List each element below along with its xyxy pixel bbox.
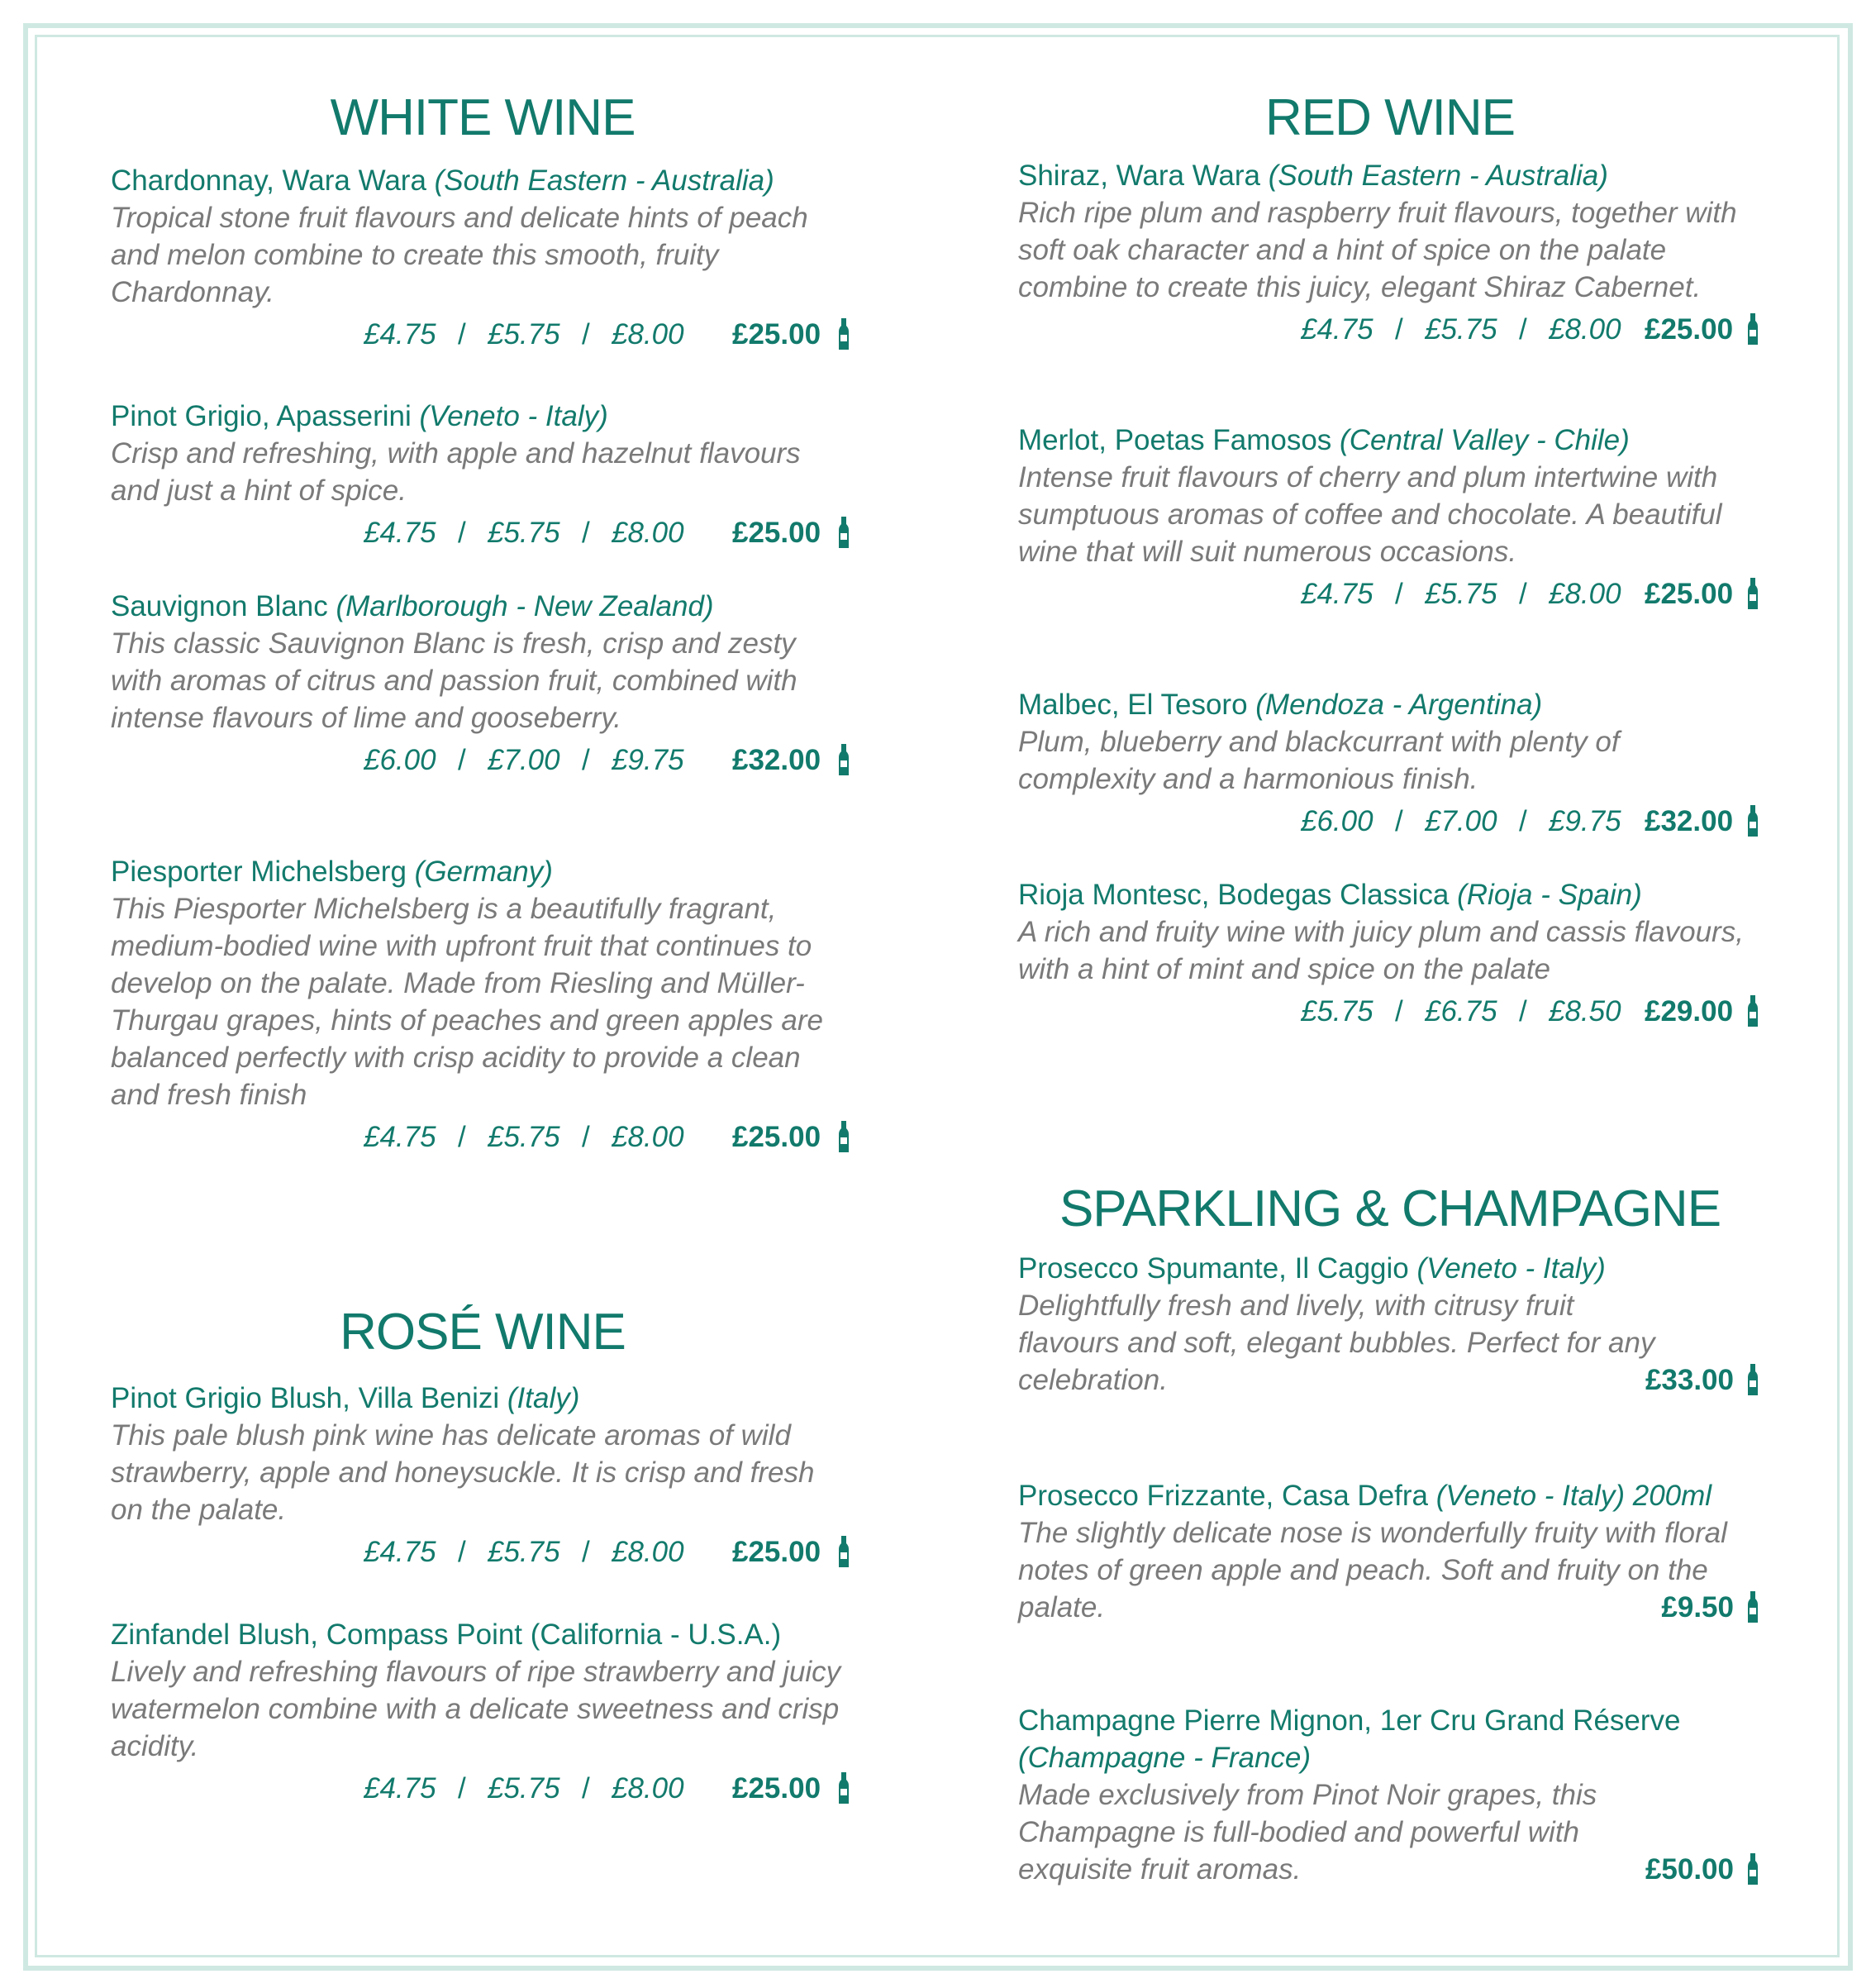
section-title-sparkling: SPARKLING & CHAMPAGNE [1059, 1180, 1721, 1237]
price-bottle: £32.00 [732, 744, 821, 776]
price-separator: / [1395, 313, 1403, 346]
wine-name [1018, 686, 1762, 723]
price-large: £8.00 [612, 517, 684, 549]
price-row [1018, 574, 1762, 615]
price-separator: / [458, 1772, 466, 1804]
wine-name [111, 853, 855, 890]
price-small: £6.00 [364, 744, 436, 776]
price-separator: / [582, 1121, 590, 1153]
price-medium: £5.75 [1425, 313, 1497, 346]
wine-item [1018, 422, 1762, 615]
wine-description: Plum, blueberry and blackcurrant with plenty of complexity and a harmonious finish. [1018, 726, 1620, 795]
price-bottle: £25.00 [732, 1121, 821, 1153]
wine-bottle-icon [838, 744, 850, 775]
price-separator: / [582, 1772, 590, 1804]
price-row [1018, 309, 1762, 350]
description-with-price [1018, 1776, 1762, 1888]
wine-title: Piesporter Michelsberg [111, 856, 407, 888]
wine-description: Crisp and refreshing, with apple and hazelnut flavours and just a hint of spice. [111, 437, 801, 507]
wine-title: Chardonnay, Wara Wara [111, 164, 426, 197]
price-bottle: £25.00 [1645, 578, 1734, 610]
price-separator: / [1519, 805, 1527, 837]
section-title-red: RED WINE [1265, 89, 1515, 146]
wine-name [1018, 1250, 1762, 1287]
wine-bottle-icon [1747, 805, 1759, 837]
price-row [1018, 801, 1762, 842]
wine-name [1018, 876, 1762, 913]
price-medium: £7.00 [1425, 805, 1497, 837]
wine-title: Pinot Grigio, Apasserini [111, 400, 412, 432]
wine-item [111, 1616, 855, 1809]
wine-region: (Rioja - Spain) [1457, 879, 1642, 911]
wine-name [111, 1380, 855, 1417]
wine-name [111, 398, 855, 435]
wine-name: Champagne Pierre Mignon, 1er Cru Grand Réserve [1018, 1704, 1681, 1737]
wine-item [111, 1380, 855, 1573]
price-small: £4.75 [1301, 313, 1373, 346]
price-row [111, 512, 855, 554]
wine-bottle-icon [838, 1536, 850, 1567]
wine-description: Made exclusively from Pinot Noir grapes, this Champagne is full-bodied and powerful with exquisite fruit aromas. [1018, 1779, 1597, 1886]
wine-region: (Mendoza - Argentina) [1255, 689, 1543, 721]
price-large: £8.00 [1549, 313, 1621, 346]
price-large: £8.00 [612, 1772, 684, 1804]
wine-region: (Champagne - France) [1018, 1742, 1312, 1774]
price-bottle: £25.00 [1645, 313, 1734, 346]
wine-volume: 200ml [1632, 1480, 1712, 1512]
price-small: £4.75 [364, 517, 436, 549]
price-medium: £5.75 [488, 1536, 560, 1568]
wine-title: Malbec, El Tesoro [1018, 689, 1248, 721]
wine-name [111, 588, 855, 625]
wine-bottle-icon [1747, 1591, 1759, 1623]
wine-name [1018, 422, 1762, 459]
wine-item [111, 853, 855, 1158]
price-bottle: £25.00 [732, 318, 821, 350]
price-separator: / [582, 318, 590, 350]
wine-title: Prosecco Spumante, Il Caggio [1018, 1252, 1409, 1285]
section-title-white: WHITE WINE [330, 89, 636, 146]
wine-item [111, 398, 855, 554]
price-separator: / [1395, 995, 1403, 1027]
price-separator: / [1519, 995, 1527, 1027]
wine-bottle-icon [1747, 313, 1759, 345]
wine-region: (Italy) [507, 1382, 580, 1414]
price-separator: / [458, 318, 466, 350]
wine-region: (Veneto - Italy) [1435, 1480, 1625, 1512]
price-small: £4.75 [364, 318, 436, 350]
wine-description: A rich and fruity wine with juicy plum and cassis flavours, with a hint of mint and spice on the palate [1018, 916, 1744, 985]
wine-region: (Marlborough - New Zealand) [336, 590, 714, 622]
wine-description: Delightfully fresh and lively, with citrusy fruit flavours and soft, elegant bubbles. Perfect for any celebration. [1018, 1290, 1655, 1396]
wine-bottle-icon [1747, 578, 1759, 609]
price-small: £4.75 [364, 1772, 436, 1804]
price-separator: / [458, 1121, 466, 1153]
price-separator: / [458, 744, 466, 776]
wine-description: Lively and refreshing flavours of ripe strawberry and juicy watermelon combine with a delicate sweetness and crisp acidity. [111, 1656, 841, 1762]
wine-region: (Central Valley - Chile) [1340, 424, 1630, 456]
price-medium: £5.75 [488, 1772, 560, 1804]
price-large: £9.75 [612, 744, 684, 776]
price-separator: / [1519, 313, 1527, 346]
price-bottle: £9.50 [1661, 1591, 1734, 1623]
price-medium: £5.75 [488, 1121, 560, 1153]
price-medium: £5.75 [488, 318, 560, 350]
wine-region: (South Eastern - Australia) [1268, 160, 1608, 192]
price-bottle: £25.00 [732, 517, 821, 549]
wine-description: This Piesporter Michelsberg is a beautifully fragrant, medium-bodied wine with upfront fruit that continues to develop on the palate. Made from Riesling and Müller-Thurgau grapes, hints of peaches and green apples are balanced perfectly with crisp acidity to provide a clean and fresh finish [111, 893, 823, 1111]
price-separator: / [458, 517, 466, 549]
price-bottle: £25.00 [732, 1536, 821, 1568]
price-medium: £5.75 [1425, 578, 1497, 610]
price-medium: £6.75 [1425, 995, 1497, 1027]
wine-item [1018, 1477, 1762, 1626]
price-separator: / [1395, 805, 1403, 837]
price-large: £9.75 [1549, 805, 1621, 837]
price-row [111, 1117, 855, 1158]
price-large: £8.00 [612, 318, 684, 350]
price-row [111, 314, 855, 355]
wine-item [1018, 686, 1762, 842]
price-large: £8.00 [612, 1536, 684, 1568]
price-bottle: £25.00 [732, 1772, 821, 1804]
price-small: £4.75 [1301, 578, 1373, 610]
price-bottle: £50.00 [1645, 1853, 1734, 1886]
price-row [111, 1532, 855, 1573]
wine-title: Pinot Grigio Blush, Villa Benizi [111, 1382, 500, 1414]
price-bottle: £33.00 [1645, 1364, 1734, 1396]
price-separator: / [1519, 578, 1527, 610]
wine-region: (Veneto - Italy) [1416, 1252, 1606, 1285]
wine-item [1018, 157, 1762, 350]
price-large: £8.50 [1549, 995, 1621, 1027]
price-row [1018, 991, 1762, 1032]
wine-name [1018, 157, 1762, 194]
wine-bottle-icon [1747, 1364, 1759, 1395]
price-small: £4.75 [364, 1121, 436, 1153]
wine-item [111, 588, 855, 781]
wine-description: This pale blush pink wine has delicate aromas of wild strawberry, apple and honeysuckle. It is crisp and fresh on the palate. [111, 1419, 815, 1526]
price-medium: £5.75 [488, 517, 560, 549]
price-row [111, 740, 855, 781]
wine-description: Intense fruit flavours of cherry and plum intertwine with sumptuous aromas of coffee and chocolate. A beautiful wine that will suit numerous occasions. [1018, 461, 1722, 568]
section-title-rose: ROSÉ WINE [340, 1304, 626, 1361]
wine-bottle-icon [1747, 995, 1759, 1027]
wine-name [111, 1616, 855, 1653]
price-small: £6.00 [1301, 805, 1373, 837]
price-small: £4.75 [364, 1536, 436, 1568]
wine-bottle-icon [838, 517, 850, 548]
price-row [111, 1768, 855, 1809]
wine-title: Rioja Montesc, Bodegas Classica [1018, 879, 1450, 911]
price-large: £8.00 [612, 1121, 684, 1153]
price-bottle: £29.00 [1645, 995, 1734, 1027]
wine-title: Zinfandel Blush, Compass Point (California - U.S.A.) [111, 1619, 782, 1651]
wine-item [1018, 1250, 1762, 1399]
wine-title: Sauvignon Blanc [111, 590, 328, 622]
wine-item [1018, 1702, 1762, 1888]
wine-name [1018, 1477, 1762, 1514]
wine-region: (Germany) [414, 856, 553, 888]
wine-bottle-icon [838, 1121, 850, 1152]
price-small: £5.75 [1301, 995, 1373, 1027]
price-separator: / [458, 1536, 466, 1568]
price-separator: / [1395, 578, 1403, 610]
wine-name [111, 162, 855, 199]
price-medium: £7.00 [488, 744, 560, 776]
price-separator: / [582, 744, 590, 776]
price-large: £8.00 [1549, 578, 1621, 610]
price-separator: / [582, 517, 590, 549]
wine-bottle-icon [838, 1772, 850, 1804]
wine-description: The slightly delicate nose is wonderfully fruity with floral notes of green apple and peach. Soft and fruity on the palate. [1018, 1517, 1727, 1623]
description-with-price [1018, 1287, 1762, 1399]
price-separator: / [582, 1536, 590, 1568]
wine-region: (South Eastern - Australia) [434, 164, 774, 197]
wine-title: Prosecco Frizzante, Casa Defra [1018, 1480, 1429, 1512]
wine-bottle-icon [1747, 1853, 1759, 1885]
wine-description: Rich ripe plum and raspberry fruit flavours, together with soft oak character and a hint of spice on the palate combine to create this juicy, elegant Shiraz Cabernet. [1018, 197, 1737, 303]
wine-title: Merlot, Poetas Famosos [1018, 424, 1332, 456]
description-with-price [1018, 1514, 1762, 1626]
wine-description: Tropical stone fruit flavours and delicate hints of peach and melon combine to create this smooth, fruity Chardonnay. [111, 202, 808, 308]
wine-title: Shiraz, Wara Wara [1018, 160, 1261, 192]
wine-item [111, 162, 855, 355]
price-bottle: £32.00 [1645, 805, 1734, 837]
wine-description: This classic Sauvignon Blanc is fresh, crisp and zesty with aromas of citrus and passion fruit, combined with intense flavours of lime and gooseberry. [111, 627, 797, 734]
wine-bottle-icon [838, 318, 850, 350]
wine-region: (Veneto - Italy) [419, 400, 608, 432]
wine-item [1018, 876, 1762, 1032]
